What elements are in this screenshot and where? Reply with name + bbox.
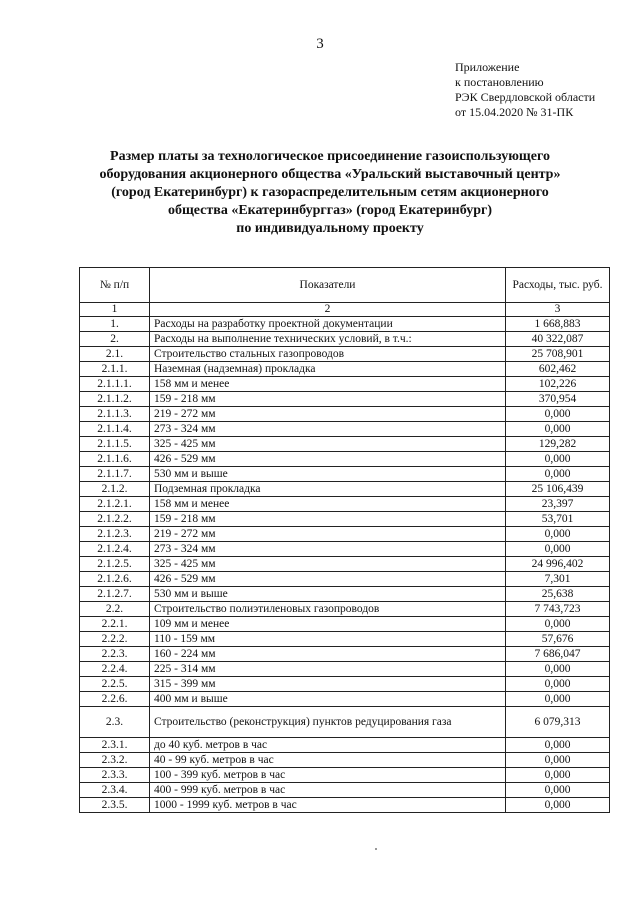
row-number: 2.2.1.: [80, 617, 150, 632]
row-number: 2.1.1.7.: [80, 467, 150, 482]
table-row: [80, 662, 610, 677]
row-number: 2.3.2.: [80, 753, 150, 768]
table-row: [80, 572, 610, 587]
row-name: 159 - 218 мм: [150, 512, 506, 527]
table-row: [80, 407, 610, 422]
row-name: 273 - 324 мм: [150, 542, 506, 557]
row-name: 400 мм и выше: [150, 692, 506, 707]
row-number: 2.1.1.3.: [80, 407, 150, 422]
table-row: [80, 768, 610, 783]
row-value: 0,000: [506, 753, 610, 768]
row-value: 7 686,047: [506, 647, 610, 662]
row-name: 110 - 159 мм: [150, 632, 506, 647]
row-value: 0,000: [506, 422, 610, 437]
row-number: 2.1.1.5.: [80, 437, 150, 452]
row-number: 2.1.1.6.: [80, 452, 150, 467]
header-name: Показатели: [150, 268, 506, 303]
table-row: [80, 587, 610, 602]
row-value: 0,000: [506, 617, 610, 632]
row-name: Строительство стальных газопроводов: [150, 347, 506, 362]
title-line: по индивидуальному проекту: [236, 221, 424, 236]
row-name: Расходы на выполнение технических условий, в т.ч.:: [150, 332, 506, 347]
title-line: общества «Екатеринбурггаз» (город Екатеринбург): [167, 203, 493, 218]
title-line: оборудования акционерного общества «Уральский выставочный центр»: [99, 167, 561, 182]
table-header-row: [80, 268, 610, 303]
row-value: 0,000: [506, 677, 610, 692]
appendix-line: от 15.04.2020 № 31-ПК: [455, 105, 574, 119]
row-name: 160 - 224 мм: [150, 647, 506, 662]
row-name: Строительство полиэтиленовых газопроводов: [150, 602, 506, 617]
row-number: 2.2.2.: [80, 632, 150, 647]
table-row: [80, 542, 610, 557]
row-value: 25 106,439: [506, 482, 610, 497]
row-number: 2.1.2.6.: [80, 572, 150, 587]
table-row: [80, 437, 610, 452]
column-number: 2: [150, 303, 506, 317]
table-row: [80, 422, 610, 437]
row-value: 129,282: [506, 437, 610, 452]
row-value: 25,638: [506, 587, 610, 602]
row-value: 0,000: [506, 467, 610, 482]
row-number: 2.1.1.4.: [80, 422, 150, 437]
column-number: 3: [506, 303, 610, 317]
document-title: [70, 148, 590, 238]
row-value: 0,000: [506, 542, 610, 557]
row-number: 2.3.3.: [80, 768, 150, 783]
row-name: Расходы на разработку проектной документации: [150, 317, 506, 332]
row-value: 0,000: [506, 527, 610, 542]
row-value: 24 996,402: [506, 557, 610, 572]
row-number: 2.1.1.1.: [80, 377, 150, 392]
fee-table: [79, 267, 610, 813]
row-number: 2.2.3.: [80, 647, 150, 662]
row-value: 57,676: [506, 632, 610, 647]
row-value: 0,000: [506, 738, 610, 753]
row-number: 2.1.2.5.: [80, 557, 150, 572]
table-row: [80, 707, 610, 738]
row-value: 40 322,087: [506, 332, 610, 347]
row-name: 400 - 999 куб. метров в час: [150, 783, 506, 798]
row-number: 2.3.: [80, 707, 150, 738]
row-name: 225 - 314 мм: [150, 662, 506, 677]
table-row: [80, 332, 610, 347]
table-row: [80, 362, 610, 377]
row-value: 102,226: [506, 377, 610, 392]
row-value: 7,301: [506, 572, 610, 587]
row-number: 2.3.4.: [80, 783, 150, 798]
row-name: 325 - 425 мм: [150, 557, 506, 572]
table-row: [80, 602, 610, 617]
row-number: 2.2.6.: [80, 692, 150, 707]
row-name: 158 мм и менее: [150, 497, 506, 512]
column-number: 1: [80, 303, 150, 317]
row-number: 2.1.2.7.: [80, 587, 150, 602]
table-row: [80, 347, 610, 362]
row-number: 2.2.: [80, 602, 150, 617]
table-row: [80, 527, 610, 542]
row-value: 1 668,883: [506, 317, 610, 332]
row-name: 219 - 272 мм: [150, 407, 506, 422]
row-value: 0,000: [506, 407, 610, 422]
table-row: [80, 497, 610, 512]
row-name: 40 - 99 куб. метров в час: [150, 753, 506, 768]
table-row: [80, 647, 610, 662]
row-number: 2.: [80, 332, 150, 347]
row-name: 109 мм и менее: [150, 617, 506, 632]
row-number: 2.1.2.1.: [80, 497, 150, 512]
table-row: [80, 753, 610, 768]
row-value: 0,000: [506, 692, 610, 707]
appendix-line: РЭК Свердловской области: [455, 90, 596, 104]
appendix-line: к постановлению: [455, 75, 544, 89]
row-name: Подземная прокладка: [150, 482, 506, 497]
row-value: 602,462: [506, 362, 610, 377]
row-number: 2.1.2.4.: [80, 542, 150, 557]
row-number: 2.1.2.: [80, 482, 150, 497]
row-number: 2.2.4.: [80, 662, 150, 677]
table-row: [80, 512, 610, 527]
row-value: 0,000: [506, 798, 610, 813]
row-name: 158 мм и менее: [150, 377, 506, 392]
row-name: 325 - 425 мм: [150, 437, 506, 452]
row-value: 0,000: [506, 768, 610, 783]
title-line: (город Екатеринбург) к газораспределительным сетям акционерного: [111, 185, 549, 200]
row-number: 2.1.1.2.: [80, 392, 150, 407]
row-value: 53,701: [506, 512, 610, 527]
table-row: [80, 452, 610, 467]
row-name: 426 - 529 мм: [150, 452, 506, 467]
row-value: 25 708,901: [506, 347, 610, 362]
row-name: Строительство (реконструкция) пунктов редуцирования газа: [150, 707, 506, 738]
row-number: 1.: [80, 317, 150, 332]
row-name: Наземная (надземная) прокладка: [150, 362, 506, 377]
table-row: [80, 392, 610, 407]
row-number: 2.1.2.3.: [80, 527, 150, 542]
row-name: до 40 куб. метров в час: [150, 738, 506, 753]
table-row: [80, 692, 610, 707]
table-row: [80, 317, 610, 332]
row-name: 530 мм и выше: [150, 467, 506, 482]
table-row: [80, 467, 610, 482]
header-num: № п/п: [80, 268, 150, 303]
row-name: 159 - 218 мм: [150, 392, 506, 407]
row-value: 23,397: [506, 497, 610, 512]
table-row: [80, 377, 610, 392]
appendix-line: Приложение: [455, 60, 520, 74]
row-number: 2.1.: [80, 347, 150, 362]
row-value: 370,954: [506, 392, 610, 407]
row-name: 100 - 399 куб. метров в час: [150, 768, 506, 783]
table-row: [80, 617, 610, 632]
row-value: 0,000: [506, 662, 610, 677]
row-value: 7 743,723: [506, 602, 610, 617]
row-number: 2.3.1.: [80, 738, 150, 753]
row-value: 6 079,313: [506, 707, 610, 738]
row-name: 530 мм и выше: [150, 587, 506, 602]
row-number: 2.2.5.: [80, 677, 150, 692]
header-value: Расходы, тыс. руб.: [506, 268, 610, 303]
table-row: [80, 482, 610, 497]
row-value: 0,000: [506, 783, 610, 798]
row-number: 2.1.1.: [80, 362, 150, 377]
page-number: 3: [316, 36, 324, 52]
row-name: 273 - 324 мм: [150, 422, 506, 437]
row-value: 0,000: [506, 452, 610, 467]
row-number: 2.3.5.: [80, 798, 150, 813]
table-row: [80, 738, 610, 753]
row-name: 426 - 529 мм: [150, 572, 506, 587]
row-name: 1000 - 1999 куб. метров в час: [150, 798, 506, 813]
row-name: 219 - 272 мм: [150, 527, 506, 542]
table-row: [80, 557, 610, 572]
scan-speck: [375, 848, 377, 850]
table-row: [80, 798, 610, 813]
table-row: [80, 677, 610, 692]
column-number-row: [80, 303, 610, 317]
table-row: [80, 632, 610, 647]
table-row: [80, 783, 610, 798]
title-line: Размер платы за технологическое присоединение газоиспользующего: [110, 149, 550, 164]
row-number: 2.1.2.2.: [80, 512, 150, 527]
row-name: 315 - 399 мм: [150, 677, 506, 692]
appendix-note: [455, 60, 595, 120]
